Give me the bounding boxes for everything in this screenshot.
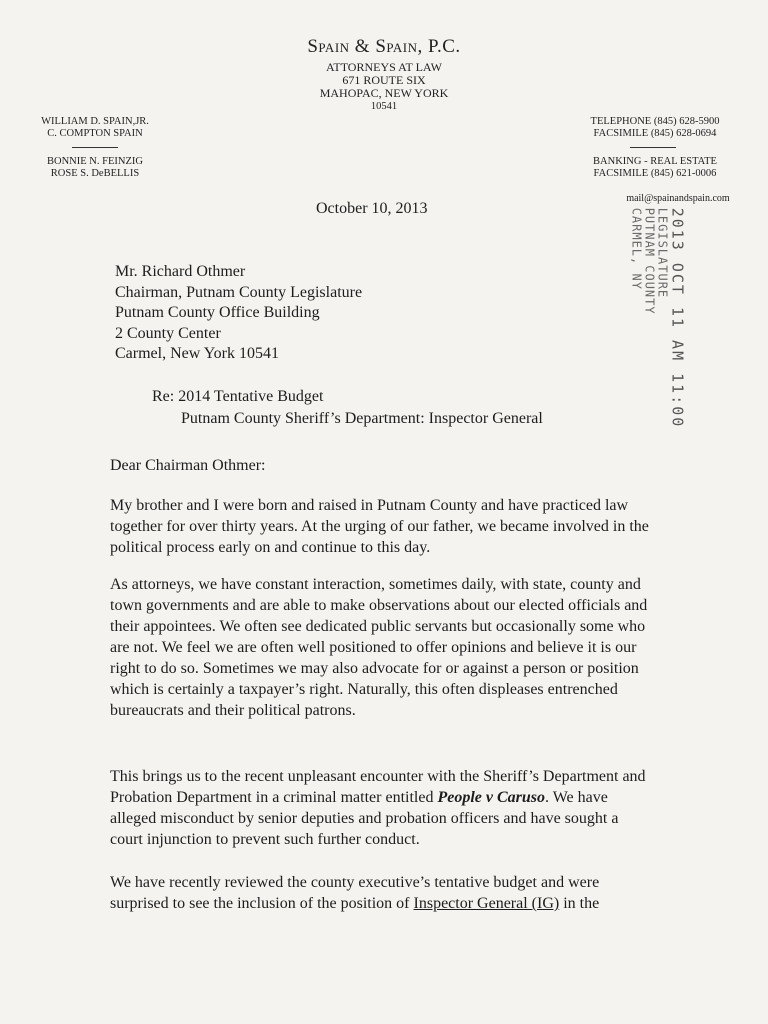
banking-block [565, 156, 745, 179]
banking-fax: FACSIMILE (845) 621-0006 [593, 167, 717, 179]
subject-line: Re: 2014 Tentative Budget [152, 388, 324, 405]
firm-street: 671 ROUTE SIX [342, 73, 426, 87]
firm-subtitle: ATTORNEYS AT LAW [326, 60, 442, 74]
firm-name: Spain & Spain, P.C. [307, 36, 461, 57]
body-paragraph [110, 766, 650, 850]
banking-title: BANKING - REAL ESTATE [593, 156, 717, 167]
paragraph-text: As attorneys, we have constant interaction, sometimes daily, with state, county and town governments and are able to make observations about our elected officials and their appointees. We often see dedicated public servants but occasionally some who are not. We feel we are often well positioned to offer opinions and believe it is our right to do so. Sometimes we may also advocate for or against a person or position which is certainly a taxpayer’s right. Naturally, this often displeases entrenched bureaucrats and their political patrons. [110, 576, 648, 719]
stamp-office-line: LEGISLATURE [655, 207, 670, 299]
stamp-date: 2013 OCT 11 AM 11:00 [668, 207, 687, 429]
paragraph-text: My brother and I were born and raised in Putnam County and have practiced law together for over thirty years. At the urging of our father, we became involved in the political process early on and continue to this day. [110, 497, 649, 556]
body-paragraph [110, 574, 650, 721]
salutation: Dear Chairman Othmer: [110, 457, 266, 474]
associate-name: ROSE S. DeBELLIS [50, 167, 140, 179]
paragraph-text [110, 766, 650, 850]
recipient-street: 2 County Center [115, 324, 221, 342]
stamp-office-line: PUTNAM COUNTY [642, 207, 657, 315]
partner-list [30, 116, 160, 139]
divider [630, 147, 676, 148]
associate-name: BONNIE N. FEINZIG [47, 156, 143, 167]
recipient-building: Putnam County Office Building [115, 304, 320, 321]
partner-name: WILLIAM D. SPAIN,JR. [41, 116, 149, 127]
letter-date: October 10, 2013 [316, 200, 428, 217]
body-paragraph [110, 872, 650, 914]
recipient-address [115, 262, 362, 365]
text-run: . We have alleged misconduct by senior deputies and probation officers and have sought a court injunction to prevent such further conduct. [110, 789, 619, 848]
contact-block [565, 116, 745, 139]
case-name: People v Caruso [437, 789, 545, 806]
divider [72, 147, 118, 148]
text-run: in the [559, 895, 600, 912]
stamp-office-line: CARMEL, NY [629, 207, 644, 290]
paragraph-text [110, 872, 650, 914]
text-run: We have recently reviewed the county executive’s tentative budget and were surprised to see the inclusion of the position of [110, 874, 600, 912]
subject-line: Putnam County Sheriff’s Department: Inspector General [181, 410, 543, 427]
body-paragraph [110, 495, 650, 558]
firm-zip: 10541 [370, 101, 398, 112]
firm-city: MAHOPAC, NEW YORK [319, 86, 449, 100]
partner-name: C. COMPTON SPAIN [47, 127, 143, 139]
received-stamp [603, 207, 713, 429]
recipient-title: Chairman, Putnam County Legislature [115, 283, 363, 301]
associate-list [30, 156, 160, 179]
telephone: TELEPHONE (845) 628-5900 [590, 116, 720, 127]
facsimile: FACSIMILE (845) 628-0694 [593, 127, 717, 139]
recipient-city: Carmel, New York 10541 [115, 345, 279, 362]
underlined-term: Inspector General (IG) [413, 895, 560, 912]
text-run: This brings us to the recent unpleasant encounter with the Sheriff’s Department and Probation Department in a criminal matter entitled [110, 768, 646, 806]
email: mail@spainandspain.com [626, 193, 730, 204]
recipient-name: Mr. Richard Othmer [115, 263, 246, 280]
